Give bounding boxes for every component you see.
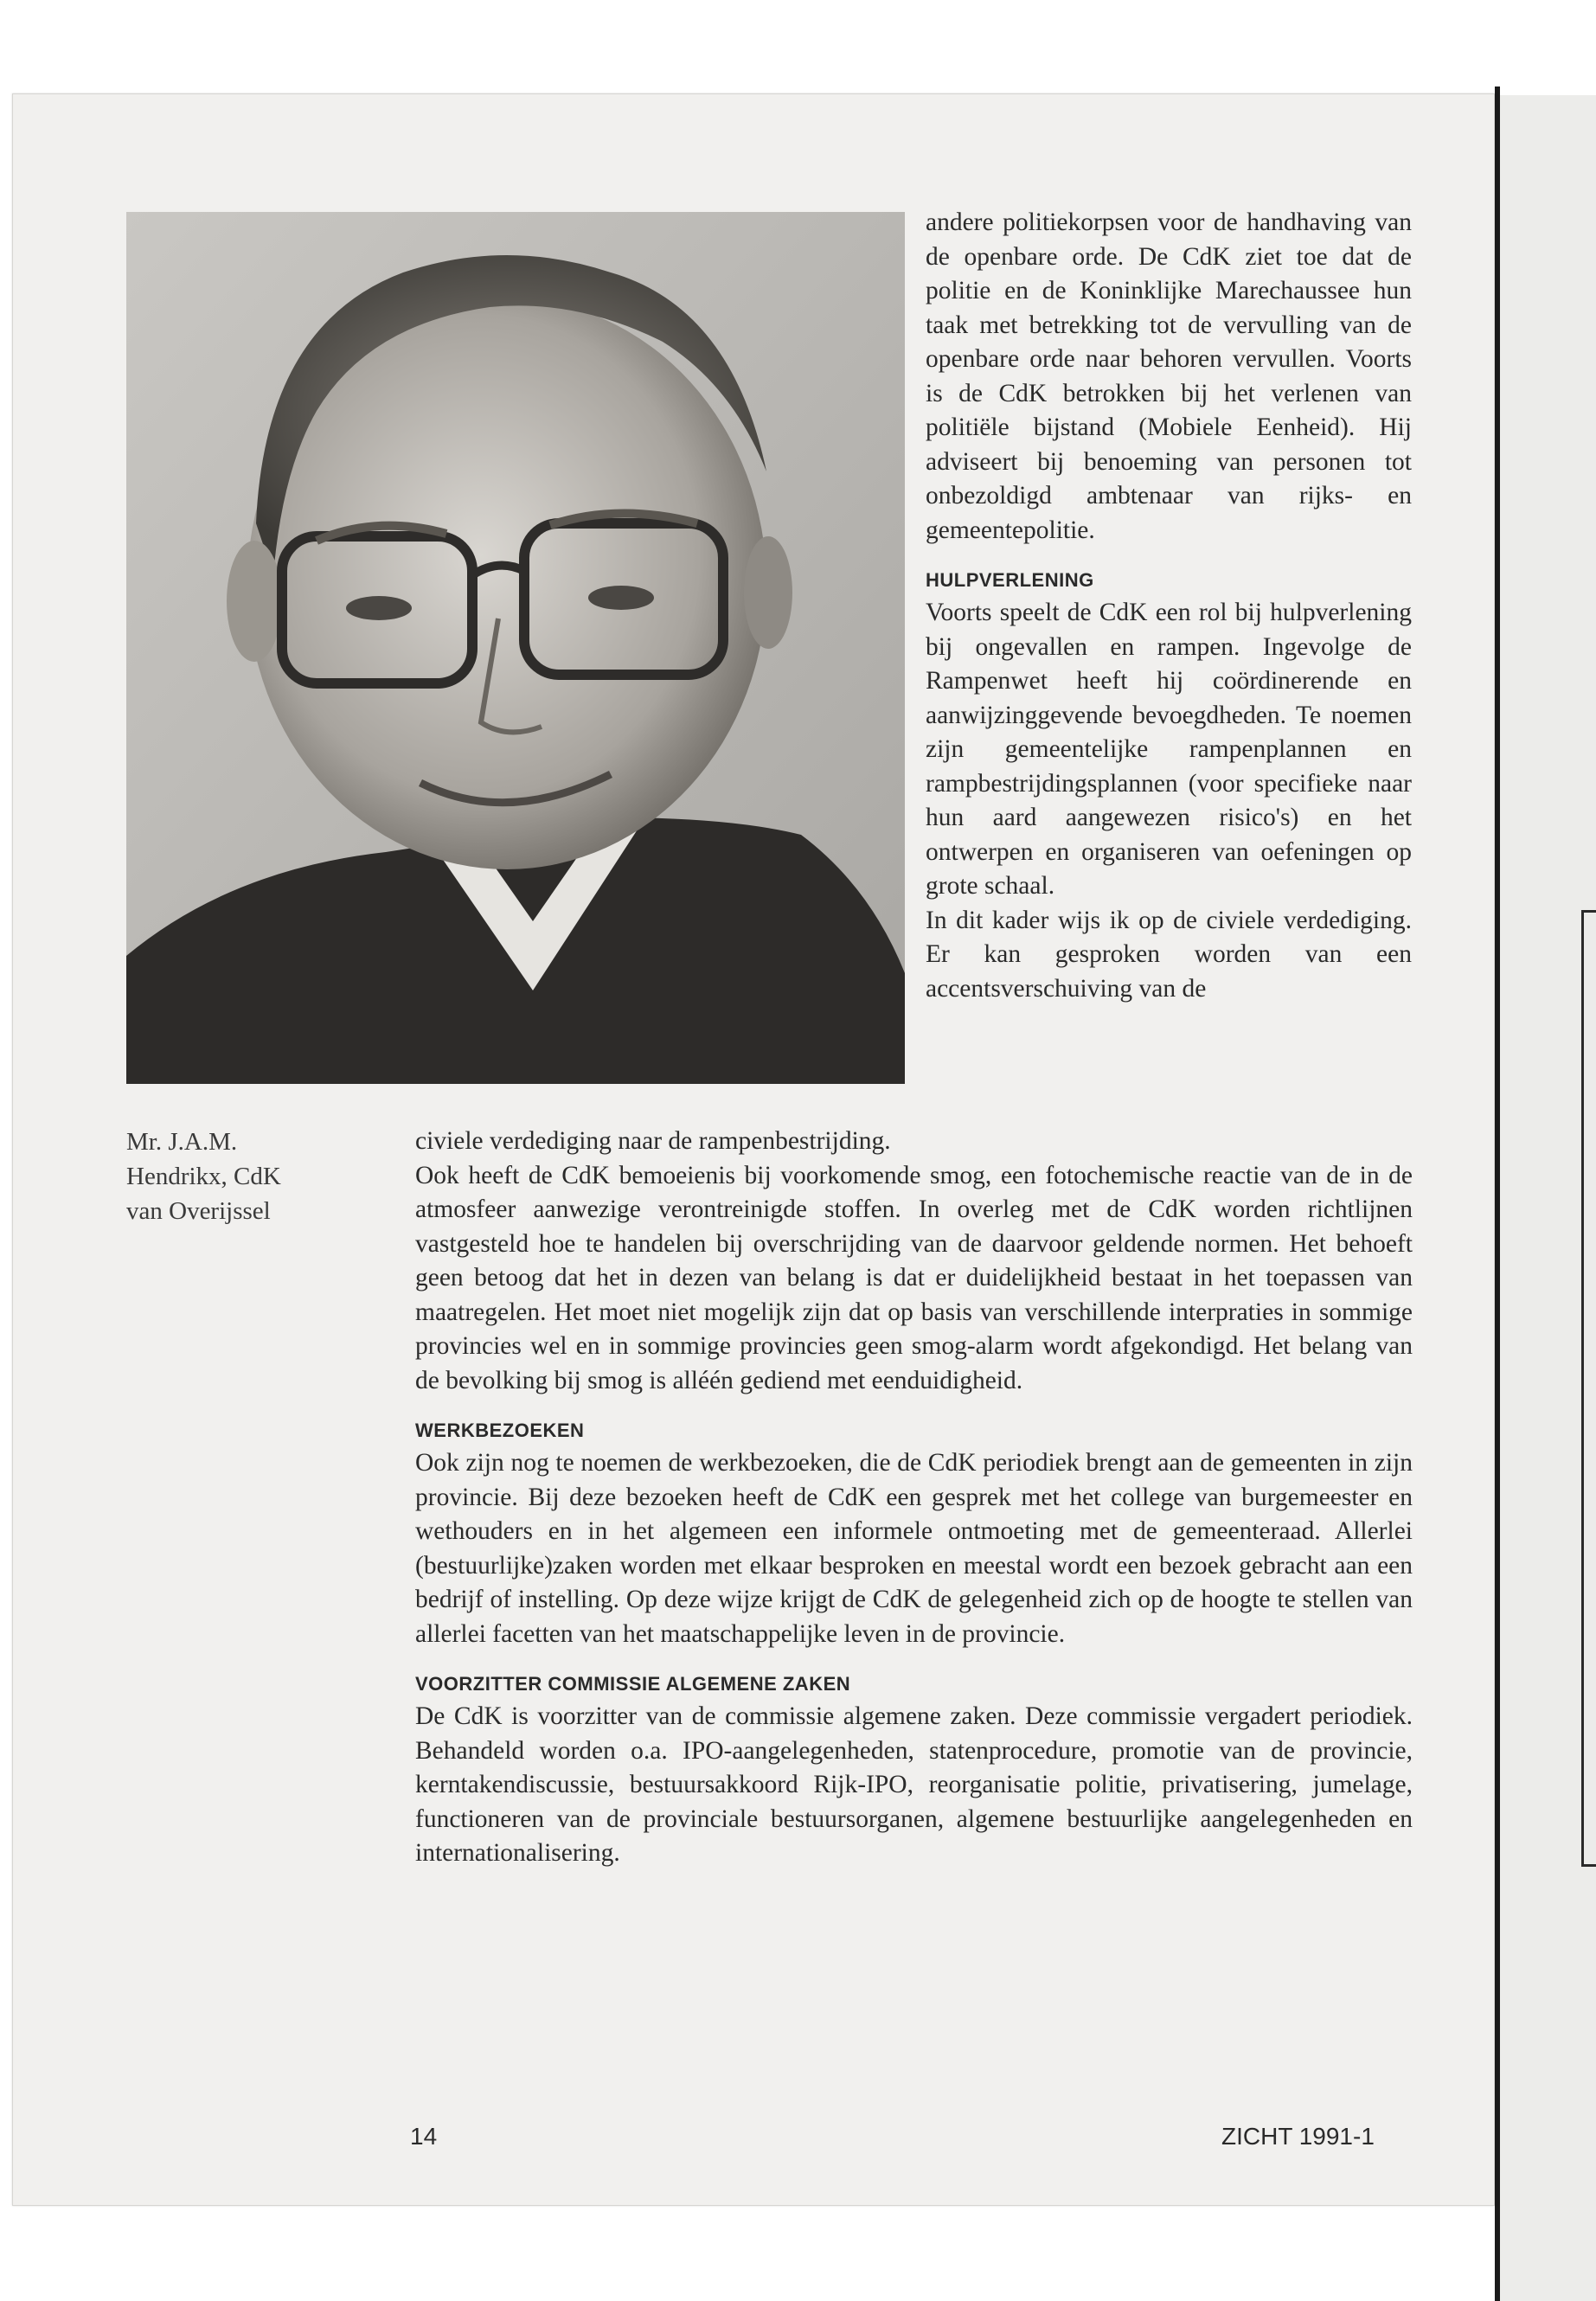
werkbezoeken-paragraph: Ook zijn nog te noemen de werkbezoeken, die de CdK periodiek brengt aan de gemeenten in zijn provincie. Bij deze bezoeken heeft de CdK een gesprek met het college van burgemeester en wethouders en in het algemeen een informele ontmoeting met de gemeenteraad. Allerlei (bestuurlijke)zaken worden met elkaar besproken en meestal wordt een bezoek gebracht aan een bedrijf of instelling. Op deze wijze krijgt de CdK de gelegenheid zich op de hoogte te stellen van allerlei facetten van het maatschappelijke leven in de provincie. (415, 1449, 1413, 1648)
portrait-illustration (126, 212, 905, 1084)
adjacent-page-box (1581, 910, 1596, 1867)
smog-paragraph: Ook heeft de CdK bemoeienis bij voorkomende smog, een fotochemische reactie van de in de atmosfeer aanwezige verontreinigde stoffen. In overleg met de CdK worden richtlijnen vastgesteld hoe te handelen bij overschrijding van de daarvoor geldende normen. Het behoeft geen betoog dat het in dezen van belang is dat er duidelijkheid bestaat in het toepassen van maatregelen. Het moet niet mogelijk zijn dat op basis van verschillende interpraties in sommige provincies wel en in sommige provincies geen smog-alarm wordt afgekondigd. Het belang van de bevolking bij smog is alléén gediend met eenduidigheid. (415, 1161, 1413, 1394)
section-heading-hulpverlening: HULPVERLENING (926, 569, 1094, 591)
civiele-paragraph-start: In dit kader wijs ik op de civiele verdediging. Er kan gesproken worden van een accentsverschuiving van de (926, 906, 1412, 1003)
caption-line: Hendrikx, CdK (126, 1163, 281, 1190)
section-heading-voorzitter: VOORZITTER COMMISSIE ALGEMENE ZAKEN (415, 1673, 851, 1695)
civiele-paragraph-end: civiele verdediging naar de rampenbestrijding. (415, 1127, 891, 1155)
hulpverlening-paragraph: Voorts speelt de CdK een rol bij hulpverlening bij ongevallen en rampen. Ingevolge de Rampenwet heeft hij coördinerende en aanwijzinggevende bevoegdheden. Te noemen zijn gemeentelijke rampenplannen en rampbestrijdingsplannen (voor specifieke naar hun aard aangewezen risico's) en het ontwerpen en organiseren van oefeningen op grote schaal. (926, 599, 1412, 900)
portrait-photo (126, 212, 905, 1084)
wide-column (415, 1125, 1413, 1871)
voorzitter-paragraph: De CdK is voorzitter van de commissie algemene zaken. Deze commissie vergadert periodiek. Behandeld worden o.a. IPO-aangelegenheden, statenprocedure, promotie van de provincie, kerntakendiscussie, bestuursakkoord Rijk-IPO, reorganisatie politie, privatisering, jumelage, functioneren van de provinciale bestuursorganen, algemene bestuurlijke aangelegenheden en internationalisering. (415, 1702, 1413, 1867)
caption-line: Mr. J.A.M. (126, 1128, 238, 1156)
intro-paragraph: andere politiekorpsen voor de handhaving van de openbare orde. De CdK ziet toe dat de politie en de Koninklijke Marechaussee hun taak met betrekking tot de vervulling van de openbare orde naar behoren vervullen. Voorts is de CdK betrokken bij het verlenen van politiële bijstand (Mobiele Eenheid). Hij adviseert bij benoeming van personen tot onbezoldigd ambtenaar van rijks- en gemeentepolitie. (926, 208, 1412, 544)
photo-caption (126, 1125, 351, 1228)
right-column (926, 206, 1412, 1006)
publication-title: ZICHT 1991-1 (1221, 2123, 1375, 2150)
caption-line: van Overijssel (126, 1197, 271, 1225)
page-number: 14 (410, 2123, 438, 2150)
section-heading-werkbezoeken: WERKBEZOEKEN (415, 1420, 585, 1441)
